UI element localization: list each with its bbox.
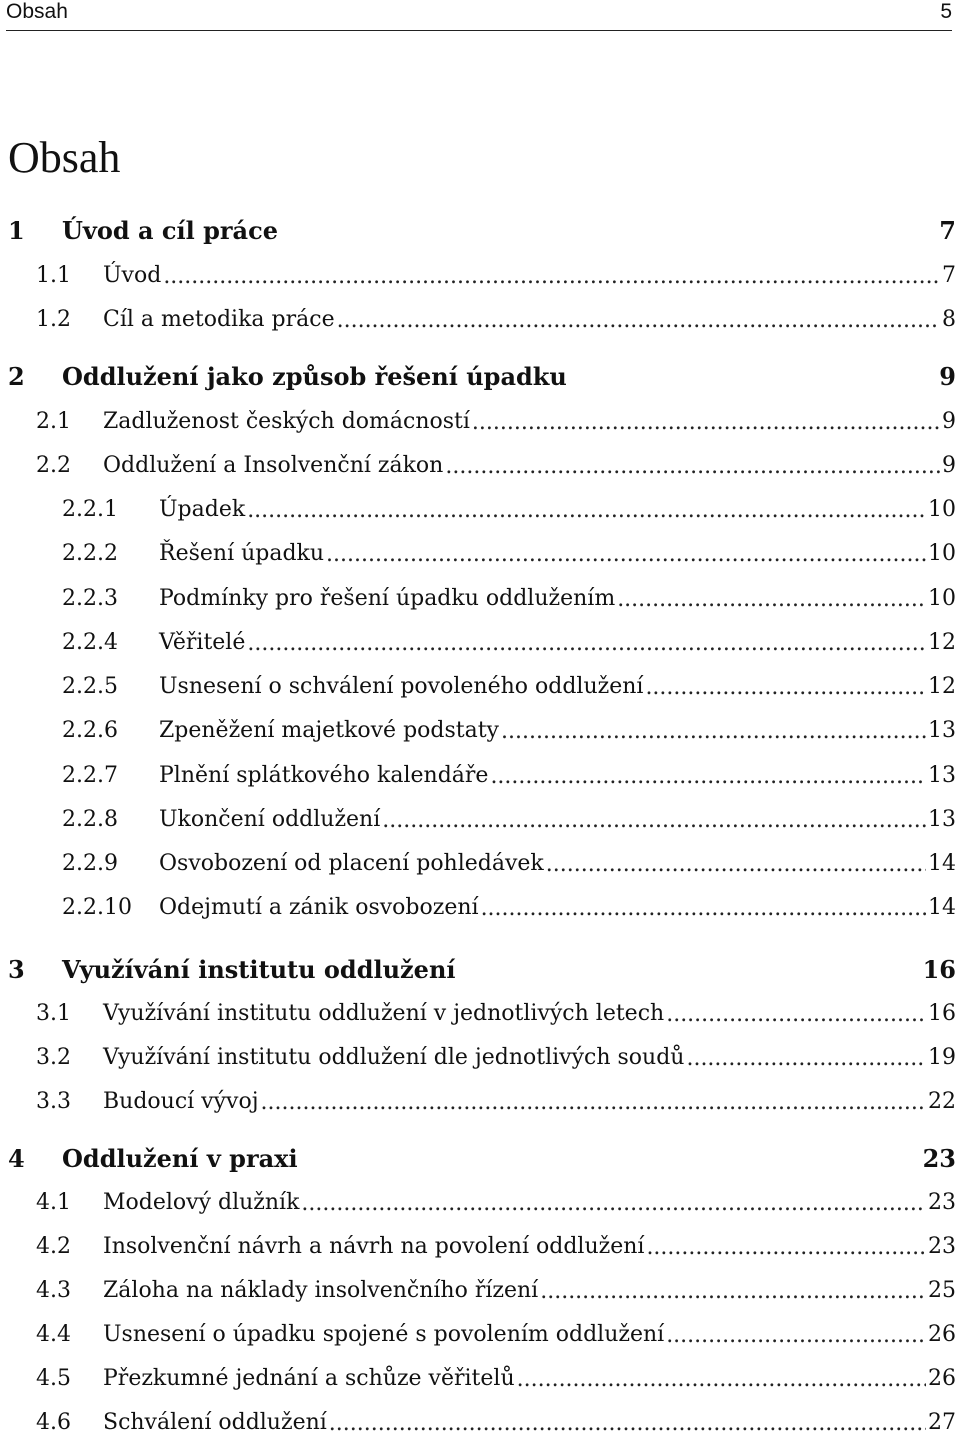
- toc-entry-number: 2: [8, 361, 25, 391]
- toc-entry-number: 4.5: [36, 1365, 71, 1391]
- toc-section-entry[interactable]: [36, 1039, 956, 1075]
- toc-dot-leader: [645, 675, 926, 700]
- toc-entry-number: 4: [8, 1143, 25, 1173]
- toc-entry-title: Úvod: [103, 262, 162, 288]
- toc-entry-title: Oddlužení v praxi: [62, 1143, 298, 1173]
- toc-dot-leader: [490, 764, 926, 789]
- toc-entry-title: Plnění splátkového kalendáře: [159, 762, 489, 788]
- toc-dot-leader: [546, 852, 926, 877]
- toc-entry-page: 9: [939, 361, 956, 391]
- toc-entry-title: Budoucí vývoj: [103, 1088, 259, 1114]
- toc-entry-title: Usnesení o úpadku spojené s povolením oddlužení: [103, 1321, 665, 1347]
- toc-entry-number: 3.2: [36, 1044, 71, 1070]
- toc-entry-page: 14: [928, 850, 956, 876]
- toc-section-entry[interactable]: [62, 845, 956, 881]
- toc-entry-title: Ukončení oddlužení: [159, 806, 381, 832]
- toc-section-entry[interactable]: [36, 1083, 956, 1119]
- toc-entry-number: 4.1: [36, 1189, 71, 1215]
- toc-chapter-entry[interactable]: [8, 358, 956, 394]
- toc-entry-page: 9: [942, 408, 956, 434]
- toc-section-entry[interactable]: [62, 668, 956, 704]
- toc-entry-title: Podmínky pro řešení úpadku oddlužením: [159, 585, 616, 611]
- toc-entry-title: Úvod a cíl práce: [62, 215, 278, 245]
- toc-dot-leader: [666, 1323, 926, 1348]
- toc-section-entry[interactable]: [62, 624, 956, 660]
- toc-title: Obsah: [8, 133, 121, 182]
- toc-entry-title: Oddlužení jako způsob řešení úpadku: [62, 361, 567, 391]
- toc-section-entry[interactable]: [36, 403, 956, 439]
- toc-section-entry[interactable]: [62, 801, 956, 837]
- toc-entry-page: 25: [928, 1277, 956, 1303]
- header-page-number: 5: [940, 0, 952, 23]
- toc-entry-page: 10: [928, 496, 956, 522]
- toc-entry-number: 3: [8, 954, 25, 984]
- toc-dot-leader: [301, 1191, 926, 1216]
- toc-section-entry[interactable]: [62, 757, 956, 793]
- toc-entry-page: 26: [928, 1321, 956, 1347]
- toc-entry-title: Využívání institutu oddlužení v jednotlivých letech: [103, 1000, 665, 1026]
- toc-dot-leader: [646, 1235, 926, 1260]
- toc-entry-page: 7: [942, 262, 956, 288]
- toc-entry-number: 2.2.2: [62, 540, 118, 566]
- toc-dot-leader: [666, 1002, 926, 1027]
- toc-dot-leader: [247, 631, 926, 656]
- toc-chapter-entry[interactable]: [8, 212, 956, 248]
- toc-entry-number: 4.4: [36, 1321, 71, 1347]
- toc-section-entry[interactable]: [62, 712, 956, 748]
- toc-entry-title: Zpeněžení majetkové podstaty: [159, 717, 499, 743]
- toc-entry-title: Úpadek: [159, 496, 246, 522]
- toc-dot-leader: [517, 1367, 926, 1392]
- toc-section-entry[interactable]: [36, 257, 956, 293]
- toc-entry-number: 2.2.7: [62, 762, 118, 788]
- toc-chapter-entry[interactable]: [8, 1140, 956, 1176]
- toc-entry-number: 2.2.5: [62, 673, 118, 699]
- header-section-title: Obsah: [6, 0, 68, 23]
- toc-section-entry[interactable]: [36, 1272, 956, 1308]
- toc-entry-page: 13: [928, 717, 956, 743]
- toc-section-entry[interactable]: [62, 535, 956, 571]
- toc-dot-leader: [247, 498, 926, 523]
- toc-entry-number: 3.1: [36, 1000, 71, 1026]
- toc-entry-title: Usnesení o schválení povoleného oddlužení: [159, 673, 644, 699]
- toc-dot-leader: [445, 454, 940, 479]
- toc-dot-leader: [261, 1090, 926, 1115]
- toc-entry-number: 1.1: [36, 262, 71, 288]
- toc-dot-leader: [481, 896, 926, 921]
- toc-entry-page: 12: [928, 629, 956, 655]
- toc-dot-leader: [326, 542, 926, 567]
- toc-entry-page: 10: [928, 585, 956, 611]
- toc-entry-number: 1.2: [36, 306, 71, 332]
- toc-section-entry[interactable]: [62, 889, 956, 925]
- toc-dot-leader: [617, 587, 926, 612]
- toc-entry-number: 2.2: [36, 452, 71, 478]
- toc-entry-number: 4.2: [36, 1233, 71, 1259]
- toc-entry-page: 23: [922, 1143, 956, 1173]
- toc-entry-title: Schválení oddlužení: [103, 1409, 327, 1435]
- toc-entry-number: 3.3: [36, 1088, 71, 1114]
- toc-section-entry[interactable]: [36, 995, 956, 1031]
- toc-entry-title: Věřitelé: [159, 629, 246, 655]
- toc-entry-title: Záloha na náklady insolvenčního řízení: [103, 1277, 539, 1303]
- toc-entry-title: Využívání institutu oddlužení: [62, 954, 456, 984]
- toc-entry-title: Osvobození od placení pohledávek: [159, 850, 544, 876]
- toc-entry-page: 14: [928, 894, 956, 920]
- toc-entry-title: Řešení úpadku: [159, 540, 325, 566]
- toc-dot-leader: [329, 1411, 926, 1436]
- toc-entry-page: 8: [942, 306, 956, 332]
- toc-entry-page: 27: [928, 1409, 956, 1435]
- toc-entry-page: 10: [928, 540, 956, 566]
- toc-entry-page: 23: [928, 1189, 956, 1215]
- toc-entry-number: 4.6: [36, 1409, 71, 1435]
- toc-entry-number: 2.2.10: [62, 894, 132, 920]
- toc-entry-number: 4.3: [36, 1277, 71, 1303]
- toc-entry-title: Využívání institutu oddlužení dle jednotlivých soudů: [103, 1044, 685, 1070]
- toc-dot-leader: [501, 719, 926, 744]
- toc-entry-number: 2.2.8: [62, 806, 118, 832]
- toc-entry-page: 13: [928, 806, 956, 832]
- toc-section-entry[interactable]: [36, 1360, 956, 1396]
- toc-section-entry[interactable]: [36, 1316, 956, 1352]
- toc-section-entry[interactable]: [36, 301, 956, 337]
- toc-entry-title: Insolvenční návrh a návrh na povolení oddlužení: [103, 1233, 645, 1259]
- toc-chapter-entry[interactable]: [8, 951, 956, 987]
- toc-entry-page: 16: [922, 954, 956, 984]
- toc-entry-number: 2.2.1: [62, 496, 118, 522]
- toc-dot-leader: [472, 410, 940, 435]
- toc-entry-title: Oddlužení a Insolvenční zákon: [103, 452, 444, 478]
- toc-section-entry[interactable]: [36, 1228, 956, 1264]
- toc-dot-leader: [337, 308, 940, 333]
- toc-section-entry[interactable]: [62, 580, 956, 616]
- toc-entry-page: 12: [928, 673, 956, 699]
- toc-entry-page: 16: [928, 1000, 956, 1026]
- running-header: [6, 0, 952, 31]
- toc-entry-number: 2.1: [36, 408, 71, 434]
- toc-dot-leader: [163, 264, 940, 289]
- toc-entry-page: 26: [928, 1365, 956, 1391]
- toc-entry-title: Modelový dlužník: [103, 1189, 300, 1215]
- toc-section-entry[interactable]: [36, 1184, 956, 1220]
- toc-dot-leader: [540, 1279, 926, 1304]
- toc-entry-title: Odejmutí a zánik osvobození: [159, 894, 479, 920]
- toc-entry-page: 23: [928, 1233, 956, 1259]
- toc-entry-number: 2.2.3: [62, 585, 118, 611]
- toc-entry-page: 9: [942, 452, 956, 478]
- toc-entry-title: Cíl a metodika práce: [103, 306, 335, 332]
- toc-entry-page: 19: [928, 1044, 956, 1070]
- toc-entry-title: Přezkumné jednání a schůze věřitelů: [103, 1365, 515, 1391]
- toc-entry-number: 1: [8, 215, 25, 245]
- toc-entry-page: 22: [928, 1088, 956, 1114]
- toc-entry-page: 7: [939, 215, 956, 245]
- toc-dot-leader: [382, 808, 926, 833]
- toc-section-entry[interactable]: [36, 447, 956, 483]
- toc-entry-number: 2.2.6: [62, 717, 118, 743]
- toc-dot-leader: [686, 1046, 926, 1071]
- toc-section-entry[interactable]: [62, 491, 956, 527]
- toc-section-entry[interactable]: [36, 1404, 956, 1440]
- toc-entry-page: 13: [928, 762, 956, 788]
- toc-entry-title: Zadluženost českých domácností: [103, 408, 470, 434]
- toc-entry-number: 2.2.9: [62, 850, 118, 876]
- toc-entry-number: 2.2.4: [62, 629, 118, 655]
